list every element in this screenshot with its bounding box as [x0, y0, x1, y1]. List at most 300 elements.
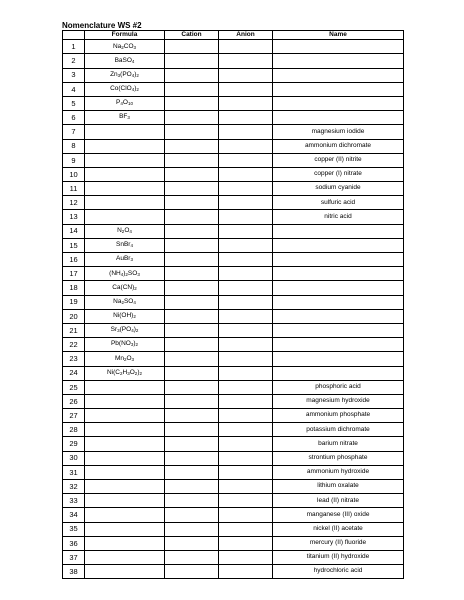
anion-cell[interactable]: [219, 210, 273, 224]
anion-cell[interactable]: [219, 437, 273, 451]
formula-text: BF: [119, 113, 128, 121]
formula-cell[interactable]: [85, 451, 165, 465]
cation-cell[interactable]: [165, 380, 219, 394]
anion-cell[interactable]: [219, 111, 273, 125]
formula-cell[interactable]: [85, 40, 165, 54]
formula-cell[interactable]: [85, 68, 165, 82]
row-number: 4: [63, 82, 85, 96]
formula-text: ): [133, 340, 136, 348]
cation-cell[interactable]: [165, 82, 219, 96]
name-cell[interactable]: [273, 68, 404, 82]
anion-cell[interactable]: [219, 494, 273, 508]
formula-cell[interactable]: [85, 224, 165, 238]
table-row: [63, 309, 404, 323]
cation-cell[interactable]: [165, 196, 219, 210]
formula-cell[interactable]: [85, 196, 165, 210]
anion-cell[interactable]: [219, 139, 273, 153]
cation-cell[interactable]: [165, 182, 219, 196]
table-row: [63, 423, 404, 437]
formula-cell[interactable]: [85, 309, 165, 323]
anion-cell[interactable]: [219, 423, 273, 437]
cation-cell[interactable]: [165, 366, 219, 380]
formula-subscript: 4: [133, 299, 136, 305]
table-row: [63, 224, 404, 238]
formula-subscript: 4: [129, 228, 132, 234]
formula-cell[interactable]: [85, 125, 165, 139]
anion-cell[interactable]: [219, 196, 273, 210]
anion-cell[interactable]: [219, 380, 273, 394]
cation-cell[interactable]: [165, 96, 219, 110]
formula-subscript: 3: [127, 370, 130, 376]
row-number: 34: [63, 508, 85, 522]
cation-cell[interactable]: [165, 224, 219, 238]
cation-cell[interactable]: [165, 565, 219, 579]
formula-text: Ca(CN): [112, 283, 135, 291]
anion-cell[interactable]: [219, 480, 273, 494]
anion-cell[interactable]: [219, 465, 273, 479]
row-number: 14: [63, 224, 85, 238]
row-number: 28: [63, 423, 85, 437]
row-number: 17: [63, 267, 85, 281]
formula-text: SO: [127, 269, 138, 277]
formula-subscript: 2: [134, 370, 138, 376]
table-row: [63, 451, 404, 465]
formula-subscript: 4: [131, 72, 135, 78]
formula-text: H: [122, 368, 128, 376]
name-cell[interactable]: mercury (II) fluoride: [273, 536, 404, 550]
row-number: 18: [63, 281, 85, 295]
table-row: [63, 281, 404, 295]
name-cell[interactable]: [273, 111, 404, 125]
formula-text: Ni(C: [107, 368, 120, 376]
name-cell[interactable]: [273, 238, 404, 252]
cation-cell[interactable]: [165, 465, 219, 479]
formula-cell[interactable]: [85, 550, 165, 564]
formula-text: N: [117, 226, 122, 234]
table-row: [63, 139, 404, 153]
name-cell[interactable]: magnesium hydroxide: [273, 394, 404, 408]
cation-cell[interactable]: [165, 40, 219, 54]
formula-subscript: 3: [127, 115, 130, 121]
formula-cell[interactable]: [85, 565, 165, 579]
row-number: 22: [63, 338, 85, 352]
anion-cell[interactable]: [219, 409, 273, 423]
cation-cell[interactable]: [165, 409, 219, 423]
name-cell[interactable]: titanium (II) hydroxide: [273, 550, 404, 564]
formula-subscript: 2: [133, 314, 136, 320]
name-cell[interactable]: lithium oxalate: [273, 480, 404, 494]
cation-cell[interactable]: [165, 253, 219, 267]
row-number: 9: [63, 153, 85, 167]
formula-cell[interactable]: [85, 210, 165, 224]
cation-cell[interactable]: [165, 437, 219, 451]
formula-text: Pb(NO: [110, 340, 131, 348]
formula-subscript: 2: [135, 342, 139, 348]
table-row: [63, 196, 404, 210]
name-cell[interactable]: phosphoric acid: [273, 380, 404, 394]
formula-text: Zn: [110, 70, 118, 78]
formula-text: Ni(OH): [113, 312, 134, 320]
formula-cell[interactable]: [85, 253, 165, 267]
table-row: [63, 111, 404, 125]
anion-cell[interactable]: [219, 40, 273, 54]
formula-cell[interactable]: [85, 366, 165, 380]
row-number: 2: [63, 54, 85, 68]
formula-subscript: 4: [131, 328, 134, 334]
table-row: [63, 210, 404, 224]
formula-subscript: 2: [121, 228, 125, 234]
number-column-header: [63, 31, 85, 40]
formula-subscript: 2: [136, 72, 139, 78]
formula-cell[interactable]: [85, 267, 165, 281]
formula-text: O: [122, 99, 128, 107]
cation-cell[interactable]: [165, 139, 219, 153]
name-cell[interactable]: nitric acid: [273, 210, 404, 224]
cation-cell[interactable]: [165, 423, 219, 437]
formula-text: SO: [123, 297, 134, 305]
row-number: 16: [63, 253, 85, 267]
row-number: 35: [63, 522, 85, 536]
formula-text: ): [133, 326, 136, 334]
anion-cell[interactable]: [219, 153, 273, 167]
formula-cell[interactable]: [85, 139, 165, 153]
formula-subscript: 4: [120, 101, 123, 107]
name-cell[interactable]: [273, 224, 404, 238]
worksheet-title: Nomenclature WS #2: [62, 21, 142, 30]
anion-cell[interactable]: [219, 550, 273, 564]
name-cell[interactable]: [273, 54, 404, 68]
table-row: [63, 54, 404, 68]
cation-cell[interactable]: [165, 394, 219, 408]
formula-cell[interactable]: [85, 508, 165, 522]
cation-cell[interactable]: [165, 167, 219, 181]
anion-cell[interactable]: [219, 253, 273, 267]
name-cell[interactable]: [273, 281, 404, 295]
formula-column-header: Formula: [85, 31, 165, 40]
formula-cell[interactable]: [85, 54, 165, 68]
formula-subscript: 3: [137, 271, 140, 277]
table-row: [63, 352, 404, 366]
formula-cell[interactable]: [85, 338, 165, 352]
name-cell[interactable]: sulfuric acid: [273, 196, 404, 210]
row-number: 20: [63, 309, 85, 323]
formula-text: O: [129, 368, 135, 376]
formula-cell[interactable]: [85, 380, 165, 394]
formula-cell[interactable]: [85, 82, 165, 96]
row-number: 30: [63, 451, 85, 465]
formula-cell[interactable]: [85, 182, 165, 196]
table-row: [63, 182, 404, 196]
name-cell[interactable]: [273, 82, 404, 96]
anion-cell[interactable]: [219, 338, 273, 352]
formula-cell[interactable]: [85, 295, 165, 309]
anion-cell[interactable]: [219, 366, 273, 380]
formula-subscript: 2: [125, 271, 128, 277]
row-number: 31: [63, 465, 85, 479]
formula-subscript: 3: [130, 257, 133, 263]
formula-cell[interactable]: [85, 480, 165, 494]
name-cell[interactable]: hydrochloric acid: [273, 565, 404, 579]
cation-cell[interactable]: [165, 508, 219, 522]
row-number: 23: [63, 352, 85, 366]
formula-text: O: [124, 226, 130, 234]
name-cell[interactable]: [273, 309, 404, 323]
row-number: 24: [63, 366, 85, 380]
formula-subscript: 2: [134, 285, 137, 291]
anion-cell[interactable]: [219, 508, 273, 522]
anion-cell[interactable]: [219, 565, 273, 579]
formula-cell[interactable]: [85, 153, 165, 167]
row-number: 12: [63, 196, 85, 210]
name-cell[interactable]: lead (II) nitrate: [273, 494, 404, 508]
anion-cell[interactable]: [219, 167, 273, 181]
cation-column-header: Cation: [165, 31, 219, 40]
row-number: 1: [63, 40, 85, 54]
formula-subscript: 2: [123, 356, 127, 362]
formula-text: Mn: [114, 354, 124, 362]
name-cell[interactable]: manganese (III) oxide: [273, 508, 404, 522]
row-number: 8: [63, 139, 85, 153]
formula-subscript: 3: [117, 328, 120, 334]
row-number: 3: [63, 68, 85, 82]
table-row: [63, 253, 404, 267]
anion-cell[interactable]: [219, 522, 273, 536]
cation-cell[interactable]: [165, 153, 219, 167]
name-cell[interactable]: ammonium phosphate: [273, 409, 404, 423]
formula-cell[interactable]: [85, 394, 165, 408]
cation-cell[interactable]: [165, 352, 219, 366]
formula-text: (NH: [109, 269, 121, 277]
formula-cell[interactable]: [85, 96, 165, 110]
row-number: 15: [63, 238, 85, 252]
cation-cell[interactable]: [165, 522, 219, 536]
formula-subscript: 4: [130, 243, 133, 249]
table-row: [63, 125, 404, 139]
table-row: [63, 68, 404, 82]
cation-cell[interactable]: [165, 480, 219, 494]
anion-cell[interactable]: [219, 182, 273, 196]
formula-text: Co(ClO: [110, 85, 132, 93]
cation-cell[interactable]: [165, 267, 219, 281]
formula-text: ): [134, 85, 137, 93]
name-cell[interactable]: [273, 267, 404, 281]
anion-cell[interactable]: [219, 125, 273, 139]
row-number: 7: [63, 125, 85, 139]
formula-cell[interactable]: [85, 437, 165, 451]
formula-cell[interactable]: [85, 323, 165, 337]
formula-cell[interactable]: [85, 352, 165, 366]
table-row: [63, 96, 404, 110]
formula-text: BaSO: [114, 56, 132, 64]
table-row: [63, 480, 404, 494]
formula-subscript: 3: [133, 44, 137, 50]
table-row: [63, 366, 404, 380]
cation-cell[interactable]: [165, 494, 219, 508]
table-row: [63, 508, 404, 522]
table-row: [63, 295, 404, 309]
anion-cell[interactable]: [219, 281, 273, 295]
cation-cell[interactable]: [165, 54, 219, 68]
anion-cell[interactable]: [219, 451, 273, 465]
row-number: 11: [63, 182, 85, 196]
formula-subscript: 2: [121, 44, 124, 50]
formula-text: Na: [113, 297, 122, 305]
cation-cell[interactable]: [165, 238, 219, 252]
row-number: 6: [63, 111, 85, 125]
row-number: 33: [63, 494, 85, 508]
table-row: [63, 522, 404, 536]
name-cell[interactable]: [273, 323, 404, 337]
name-cell[interactable]: [273, 352, 404, 366]
formula-subscript: 2: [120, 370, 123, 376]
formula-subscript: 4: [120, 271, 124, 277]
formula-text: Na: [112, 42, 122, 50]
table-row: [63, 40, 404, 54]
formula-text: P: [116, 99, 121, 107]
cation-cell[interactable]: [165, 338, 219, 352]
formula-subscript: 10: [127, 101, 133, 107]
anion-cell[interactable]: [219, 54, 273, 68]
cation-cell[interactable]: [165, 111, 219, 125]
cation-cell[interactable]: [165, 210, 219, 224]
cation-cell[interactable]: [165, 125, 219, 139]
formula-text: Sr: [110, 326, 118, 334]
formula-cell[interactable]: [85, 167, 165, 181]
row-number: 29: [63, 437, 85, 451]
table-row: [63, 394, 404, 408]
formula-text: O: [126, 354, 132, 362]
name-cell[interactable]: [273, 253, 404, 267]
formula-text: ): [137, 368, 140, 376]
name-cell[interactable]: copper (I) nitrate: [273, 167, 404, 181]
formula-text: CO: [123, 42, 134, 50]
formula-cell[interactable]: [85, 111, 165, 125]
formula-subscript: 3: [131, 356, 135, 362]
formula-text: (PO: [119, 326, 132, 334]
row-number: 32: [63, 480, 85, 494]
table-row: [63, 465, 404, 479]
formula-subscript: 4: [131, 87, 135, 93]
name-cell[interactable]: [273, 96, 404, 110]
row-number: 36: [63, 536, 85, 550]
anion-cell[interactable]: [219, 295, 273, 309]
formula-cell[interactable]: [85, 238, 165, 252]
nomenclature-table: [62, 30, 404, 579]
formula-subscript: 3: [130, 342, 134, 348]
table-row: [63, 536, 404, 550]
cation-cell[interactable]: [165, 309, 219, 323]
name-cell[interactable]: [273, 40, 404, 54]
formula-cell[interactable]: [85, 423, 165, 437]
name-cell[interactable]: magnesium iodide: [273, 125, 404, 139]
cation-cell[interactable]: [165, 281, 219, 295]
name-cell[interactable]: potassium dichromate: [273, 423, 404, 437]
table-row: [63, 437, 404, 451]
cation-cell[interactable]: [165, 295, 219, 309]
name-cell[interactable]: ammonium dichromate: [273, 139, 404, 153]
table-row: [63, 82, 404, 96]
cation-cell[interactable]: [165, 451, 219, 465]
anion-cell[interactable]: [219, 238, 273, 252]
table-row: [63, 550, 404, 564]
row-number: 5: [63, 96, 85, 110]
row-number: 21: [63, 323, 85, 337]
formula-subscript: 4: [131, 58, 135, 64]
row-number: 26: [63, 394, 85, 408]
formula-text: ): [123, 269, 126, 277]
formula-text: SnBr: [116, 241, 131, 249]
table-row: [63, 565, 404, 579]
table-header-row: [63, 31, 404, 40]
formula-cell[interactable]: [85, 465, 165, 479]
row-number: 10: [63, 167, 85, 181]
anion-cell[interactable]: [219, 352, 273, 366]
formula-text: ): [134, 70, 137, 78]
formula-cell[interactable]: [85, 536, 165, 550]
name-cell[interactable]: [273, 295, 404, 309]
cation-cell[interactable]: [165, 323, 219, 337]
name-cell[interactable]: sodium cyanide: [273, 182, 404, 196]
table-row: [63, 153, 404, 167]
row-number: 13: [63, 210, 85, 224]
formula-subscript: 2: [135, 328, 139, 334]
table-row: [63, 323, 404, 337]
anion-cell[interactable]: [219, 224, 273, 238]
table-row: [63, 267, 404, 281]
table-row: [63, 380, 404, 394]
row-number: 19: [63, 295, 85, 309]
formula-subscript: 2: [139, 370, 142, 376]
anion-cell[interactable]: [219, 536, 273, 550]
name-cell[interactable]: ammonium hydroxide: [273, 465, 404, 479]
anion-cell[interactable]: [219, 394, 273, 408]
formula-cell[interactable]: [85, 522, 165, 536]
name-cell[interactable]: nickel (II) acetate: [273, 522, 404, 536]
anion-cell[interactable]: [219, 68, 273, 82]
table-row: [63, 338, 404, 352]
formula-cell[interactable]: [85, 409, 165, 423]
anion-cell[interactable]: [219, 82, 273, 96]
cation-cell[interactable]: [165, 536, 219, 550]
name-cell[interactable]: [273, 338, 404, 352]
anion-column-header: Anion: [219, 31, 273, 40]
formula-cell[interactable]: [85, 281, 165, 295]
row-number: 38: [63, 565, 85, 579]
name-cell[interactable]: strontium phosphate: [273, 451, 404, 465]
name-cell[interactable]: [273, 366, 404, 380]
table-row: [63, 167, 404, 181]
anion-cell[interactable]: [219, 96, 273, 110]
formula-text: AuBr: [116, 255, 131, 263]
row-number: 37: [63, 550, 85, 564]
cation-cell[interactable]: [165, 550, 219, 564]
anion-cell[interactable]: [219, 267, 273, 281]
formula-cell[interactable]: [85, 494, 165, 508]
name-cell[interactable]: copper (II) nitrite: [273, 153, 404, 167]
table-row: [63, 494, 404, 508]
formula-subscript: 3: [117, 72, 121, 78]
name-cell[interactable]: barium nitrate: [273, 437, 404, 451]
formula-subscript: 2: [121, 299, 124, 305]
cation-cell[interactable]: [165, 68, 219, 82]
row-number: 25: [63, 380, 85, 394]
anion-cell[interactable]: [219, 323, 273, 337]
table-row: [63, 238, 404, 252]
table-body: [63, 40, 404, 579]
name-column-header: Name: [273, 31, 404, 40]
table-row: [63, 409, 404, 423]
anion-cell[interactable]: [219, 309, 273, 323]
